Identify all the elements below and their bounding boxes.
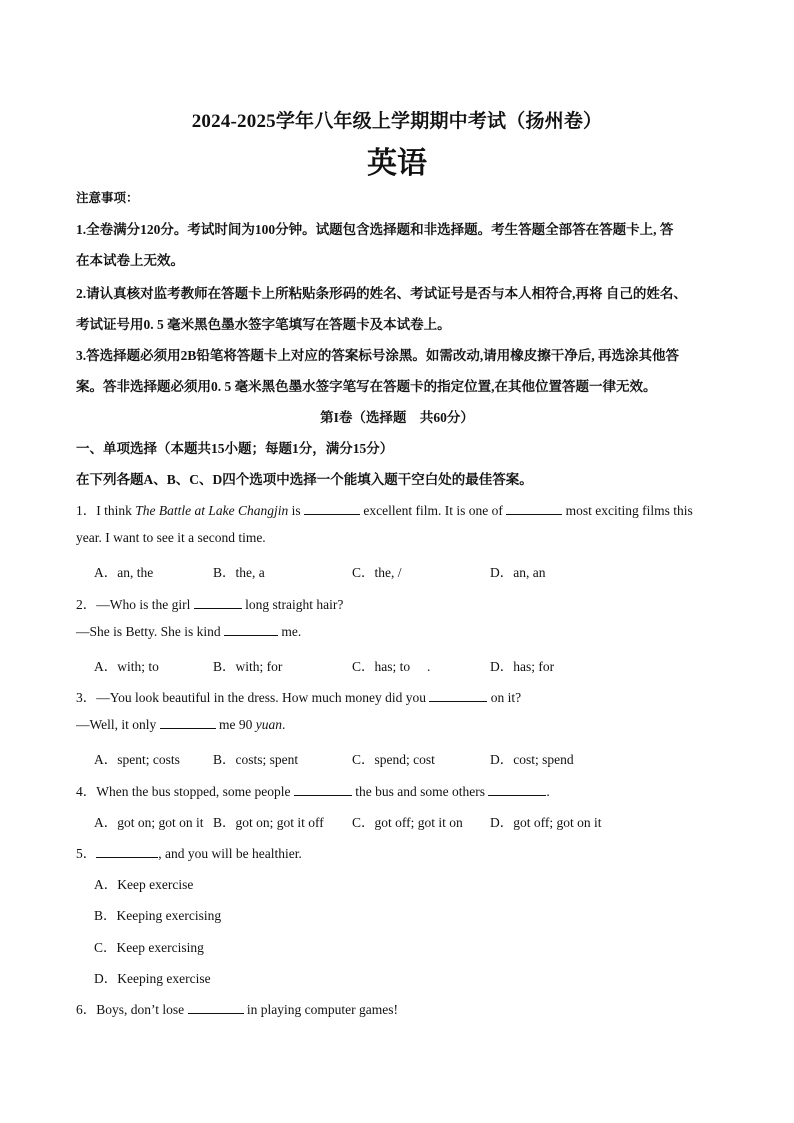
- option-c: C．got off; got it on: [352, 815, 463, 830]
- notice-line: 考试证号用0. 5 毫米黑色墨水签字笔填写在答题卡及本试卷上。: [76, 317, 451, 332]
- option-b: B．with; for: [213, 659, 283, 674]
- question-3-line-2: —Well, it only me 90 yuan.: [76, 717, 286, 732]
- question-number: 5．: [76, 846, 97, 861]
- option-a: A．got on; got on it: [94, 815, 204, 830]
- option-a: A．Keep exercise: [94, 877, 194, 892]
- notice-line: 3.答选择题必须用2B铅笔将答题卡上对应的答案标号涂黑。如需改动,请用橡皮擦干净后, 再选涂其他答: [76, 348, 680, 363]
- option-a: A．with; to: [94, 659, 159, 674]
- option-d: D．an, an: [490, 565, 546, 580]
- question-5: 5． , and you will be healthier.: [76, 846, 302, 861]
- answer-blank: [304, 503, 360, 515]
- answer-blank: [506, 503, 562, 515]
- notice-line: 1.全卷满分120分。考试时间为100分钟。试题包含选择题和非选择题。考生答题全部答在答题卡上, 答: [76, 222, 674, 237]
- exam-title: 2024-2025学年八年级上学期期中考试（扬州卷）: [191, 111, 603, 132]
- option-b: B．Keeping exercising: [94, 908, 222, 923]
- question-4: 4．When the bus stopped, some people the bus and some others .: [76, 784, 550, 799]
- question-2: 2．—Who is the girl long straight hair?: [76, 597, 344, 612]
- answer-blank: [294, 784, 352, 796]
- question-number: 1．: [76, 503, 97, 518]
- option-d: D．cost; spend: [490, 752, 574, 767]
- option-c: C．the, /: [352, 565, 402, 580]
- answer-blank: [194, 597, 242, 609]
- answer-blank: [160, 717, 216, 729]
- option-d: D．got off; got on it: [490, 815, 602, 830]
- option-c: C．has; to .: [352, 659, 431, 674]
- option-b: B．the, a: [213, 565, 265, 580]
- notice-heading: 注意事项：: [76, 191, 139, 205]
- option-a: A．spent; costs: [94, 752, 180, 767]
- answer-blank: [224, 624, 278, 636]
- answer-blank: [96, 846, 158, 858]
- answer-blank: [429, 690, 487, 702]
- question-6: 6．Boys, don’t lose in playing computer games!: [76, 1002, 398, 1017]
- notice-line: 在本试卷上无效。: [76, 253, 184, 268]
- question-number: 4．: [76, 784, 97, 799]
- part-title: 一、单项选择（本题共15小题；每题1分，满分15分）: [76, 441, 394, 456]
- option-d: D．Keeping exercise: [94, 971, 211, 986]
- answer-blank: [488, 784, 546, 796]
- answer-blank: [188, 1002, 244, 1014]
- question-number: 3．: [76, 690, 97, 705]
- option-b: B．costs; spent: [213, 752, 299, 767]
- question-3: 3．—You look beautiful in the dress. How much money did you on it?: [76, 690, 522, 705]
- part-instruction: 在下列各题A、B、C、D四个选项中选择一个能填入题干空白处的最佳答案。: [76, 472, 533, 487]
- notice-line: 2.请认真核对监考教师在答题卡上所粘贴条形码的姓名、考试证号是否与本人相符合,再将 自己的姓名、: [76, 286, 687, 301]
- question-1: 1．I think The Battle at Lake Changjin is excellent film. It is one of most exciting films this: [76, 503, 693, 518]
- question-number: 2．: [76, 597, 97, 612]
- option-b: B．got on; got it off: [213, 815, 324, 830]
- option-c: C．Keep exercising: [94, 940, 204, 955]
- question-1-line-2: year. I want to see it a second time.: [76, 530, 266, 545]
- question-number: 6．: [76, 1002, 97, 1017]
- option-d: D．has; for: [490, 659, 555, 674]
- question-2-line-2: —She is Betty. She is kind me.: [76, 624, 302, 639]
- subject-title: 英语: [367, 146, 427, 181]
- option-a: A．an, the: [94, 565, 154, 580]
- notice-line: 案。答非选择题必须用0. 5 毫米黑色墨水签字笔写在答题卡的指定位置,在其他位置答题一律无效。: [76, 379, 657, 394]
- section-title: 第I卷（选择题 共60分）: [320, 410, 474, 425]
- option-c: C．spend; cost: [352, 752, 435, 767]
